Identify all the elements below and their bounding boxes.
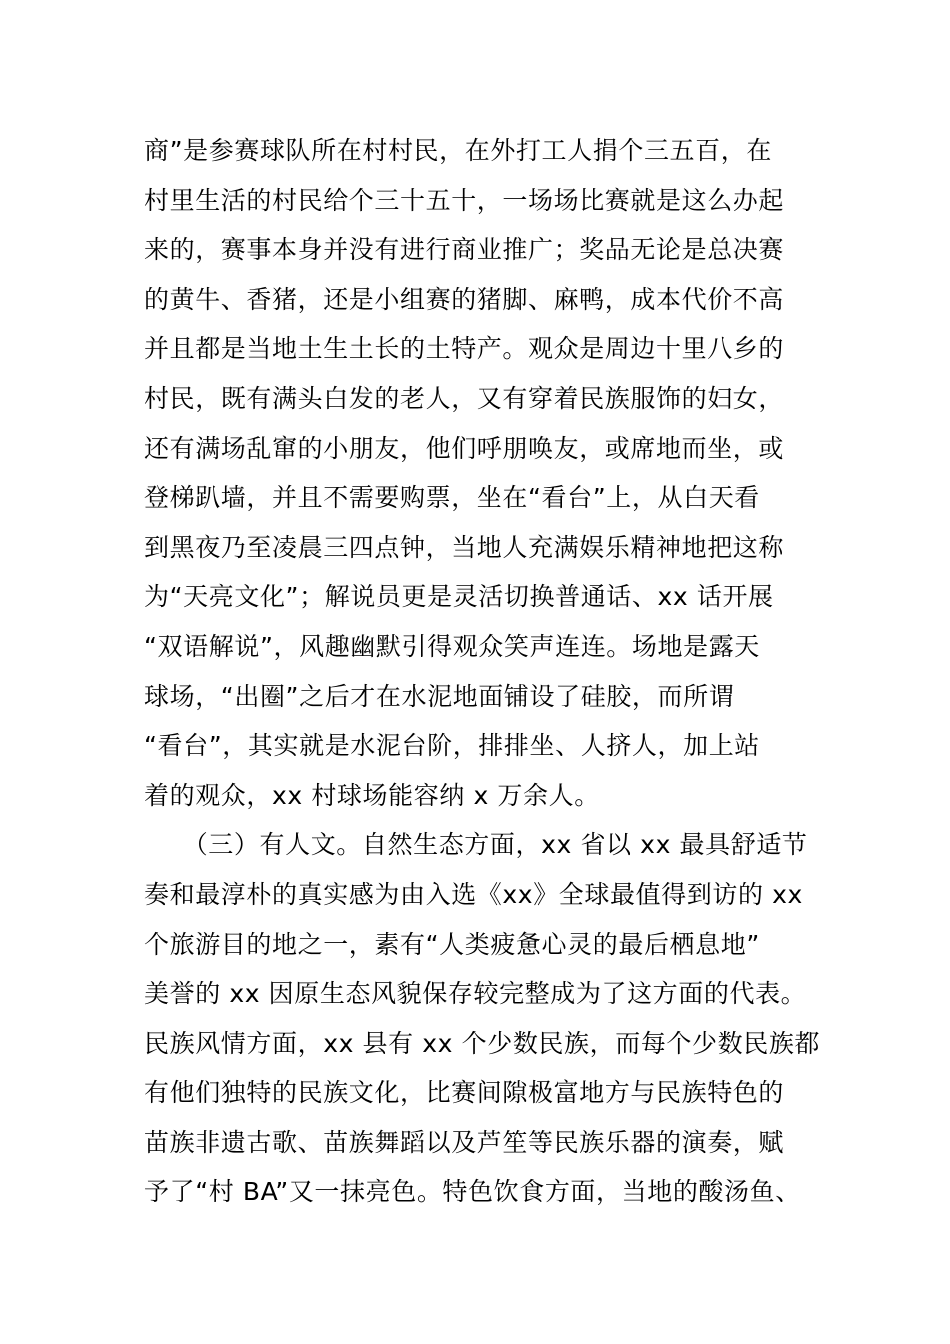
body-text — [144, 126, 844, 1217]
text-line: “看台”，其实就是水泥台阶，排排坐、人挤人，加上站 — [144, 731, 760, 761]
text-line: 奏和最淳朴的真实感为由入选《xx》全球最值得到访的 xx — [144, 879, 803, 909]
text-line: 村民，既有满头白发的老人，又有穿着民族服饰的妇女， — [144, 383, 785, 413]
text-line: 并且都是当地土生土长的土特产。观众是周边十里八乡的 — [144, 334, 785, 364]
text-line: 村里生活的村民给个三十五十，一场场比赛就是这么办起 — [144, 185, 785, 215]
text-line: 个旅游目的地之一，素有“人类疲惫心灵的最后栖息地” — [144, 929, 760, 959]
text-line: 予了“村 BA”又一抹亮色。特色饮食方面，当地的酸汤鱼、 — [144, 1177, 801, 1207]
text-line: 苗族非遗古歌、苗族舞蹈以及芦笙等民族乐器的演奏，赋 — [144, 1127, 785, 1157]
text-line: 着的观众，xx 村球场能容纳 x 万余人。 — [144, 780, 600, 810]
section-heading-line: （三）有人文。自然生态方面，xx 省以 xx 最具舒适节 — [144, 830, 808, 860]
text-line: “双语解说”，风趣幽默引得观众笑声连连。场地是露天 — [144, 631, 760, 661]
text-line: 球场，“出圈”之后才在水泥地面铺设了硅胶，而所谓 — [144, 681, 735, 711]
text-line: 有他们独特的民族文化，比赛间隙极富地方与民族特色的 — [144, 1078, 785, 1108]
text-line: 到黑夜乃至凌晨三四点钟，当地人充满娱乐精神地把这称 — [144, 532, 785, 562]
text-line: 美誉的 xx 因原生态风貌保存较完整成为了这方面的代表。 — [144, 979, 807, 1009]
text-line: 的黄牛、香猪，还是小组赛的猪脚、麻鸭，成本代价不高 — [144, 284, 785, 314]
text-line: 商”是参赛球队所在村村民，在外打工人捐个三五百，在 — [144, 136, 772, 165]
text-line: 来的，赛事本身并没有进行商业推广；奖品无论是总决赛 — [144, 235, 785, 265]
text-line: 登梯趴墙，并且不需要购票，坐在“看台”上，从白天看 — [144, 483, 760, 513]
text-line: 还有满场乱窜的小朋友，他们呼朋唤友，或席地而坐，或 — [144, 433, 785, 463]
text-line: 为“天亮文化”；解说员更是灵活切换普通话、xx 话开展 — [144, 582, 774, 612]
text-line: 民族风情方面，xx 县有 xx 个少数民族，而每个少数民族都 — [144, 1028, 821, 1058]
